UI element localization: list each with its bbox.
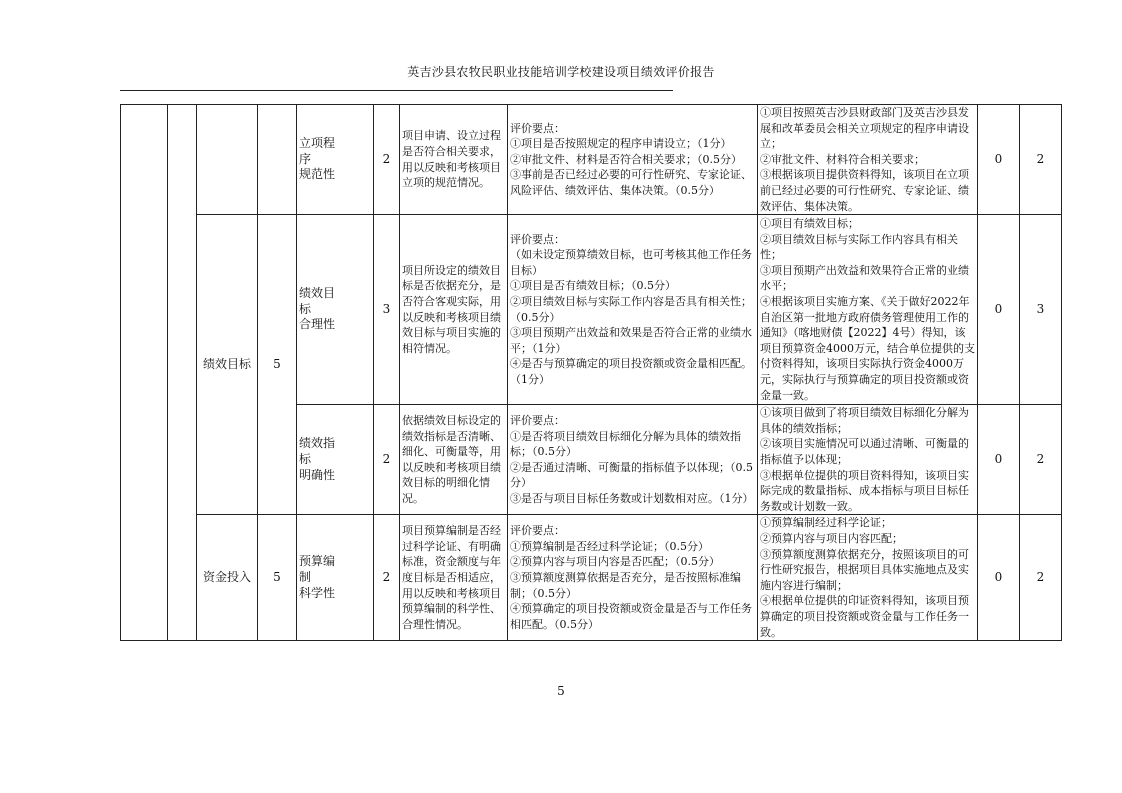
- evaluation-table: [120, 104, 1062, 641]
- evaluation-criteria: 评价要点： ①项目是否按照规定的程序申请设立；（1分） ②审批文件、材料是否符合相关要求；（0.5分） ③事前是否已经过必要的可行性研究、专家论证、风险评估、绩效评估、集体决策。（0.5分）: [508, 105, 758, 215]
- blank-cell-level2-weight: [258, 105, 297, 215]
- indicator-weight: 3: [374, 215, 400, 405]
- scoring-basis: ①项目有绩效目标； ②项目绩效目标与实际工作内容具有相关性； ③项目预期产出效益和效果符合正常的业绩水平； ④根据该项目实施方案、《关于做好2022年自治区第一批地方政府债务管理使用工作的通知》（喀地财债【2022】4号）得知，该项目预算资金4000万元，结合单位提供的支付资料得知，该项目实际执行资金4000万元，实际执行与预算确定的项目投资额或资金量一致。: [758, 215, 978, 405]
- indicator-name: 预算编 制 科学性: [297, 515, 374, 641]
- deduction-value: 0: [978, 515, 1020, 641]
- table-row: [121, 105, 1062, 215]
- scoring-basis: ①该项目做到了将项目绩效目标细化分解为具体的绩效指标； ②该项目实施情况可以通过清晰、可衡量的指标值予以体现； ③根据单位提供的项目资料得知，该项目实际完成的数量指标、成本指标与项目目标任务数或计划数一致。: [758, 405, 978, 515]
- score-value: 2: [1020, 105, 1062, 215]
- indicator-explanation: 依据绩效目标设定的绩效指标是否清晰、细化、可衡量等，用以反映和考核项目绩效目标的明细化情况。: [400, 405, 508, 515]
- header-rule: [120, 90, 673, 91]
- score-value: 2: [1020, 515, 1062, 641]
- score-value: 2: [1020, 405, 1062, 515]
- blank-cell-level1: [121, 105, 168, 641]
- page-number: 5: [557, 684, 565, 698]
- indicator-weight: 2: [374, 405, 400, 515]
- indicator-explanation: 项目所设定的绩效目标是否依据充分，是否符合客观实际，用以反映和考核项目绩效目标与项目实施的相符情况。: [400, 215, 508, 405]
- level2-weight: 5: [258, 215, 297, 515]
- indicator-name: 绩效指 标 明确性: [297, 405, 374, 515]
- scoring-basis: ①项目按照英吉沙县财政部门及英吉沙县发展和改革委员会相关立项规定的程序申请设立； ②审批文件、材料符合相关要求； ③根据该项目提供资料得知，该项目在立项前已经过必要的可行性研究、专家论证、绩效评估、集体决策。: [758, 105, 978, 215]
- scoring-basis: ①预算编制经过科学论证； ②预算内容与项目内容匹配； ③预算额度测算依据充分，按照该项目的可行性研究报告，根据项目具体实施地点及实施内容进行编制； ④根据单位提供的印证资料得知，该项目预算确定的项目投资额或资金量与工作任务一致。: [758, 515, 978, 641]
- indicator-explanation: 项目申请、设立过程是否符合相关要求，用以反映和考核项目立项的规范情况。: [400, 105, 508, 215]
- deduction-value: 0: [978, 215, 1020, 405]
- blank-cell-level1-weight: [168, 105, 197, 641]
- indicator-explanation: 项目预算编制是否经过科学论证、有明确标准，资金额度与年度目标是否相适应，用以反映和考核项目预算编制的科学性、合理性情况。: [400, 515, 508, 641]
- indicator-name: 立项程 序 规范性: [297, 105, 374, 215]
- deduction-value: 0: [978, 105, 1020, 215]
- table-row: [121, 515, 1062, 641]
- level2-name: 资金投入: [197, 515, 258, 641]
- indicator-weight: 2: [374, 515, 400, 641]
- table-row: [121, 215, 1062, 405]
- page-header: 英吉沙县农牧民职业技能培训学校建设项目绩效评价报告: [407, 65, 715, 79]
- evaluation-criteria: 评价要点： （如未设定预算绩效目标，也可考核其他工作任务目标） ①项目是否有绩效目标；（0.5分） ②项目绩效目标与实际工作内容是否具有相关性；（0.5分） ③项目预期产出效益和效果是否符合正常的业绩水平；（1分） ④是否与预算确定的项目投资额或资金量相匹配。（1分）: [508, 215, 758, 405]
- indicator-weight: 2: [374, 105, 400, 215]
- level2-name: 绩效目标: [197, 215, 258, 515]
- evaluation-criteria: 评价要点： ①是否将项目绩效目标细化分解为具体的绩效指标；（0.5分） ②是否通过清晰、可衡量的指标值予以体现；（0.5分） ③是否与项目目标任务数或计划数相对应。（1分）: [508, 405, 758, 515]
- blank-cell-level2: [197, 105, 258, 215]
- evaluation-criteria: 评价要点： ①预算编制是否经过科学论证；（0.5分） ②预算内容与项目内容是否匹配；（0.5分） ③预算额度测算依据是否充分，是否按照标准编制；（0.5分） ④预算确定的项目投资额或资金量是否与工作任务相匹配。（0.5分）: [508, 515, 758, 641]
- score-value: 3: [1020, 215, 1062, 405]
- indicator-name: 绩效目 标 合理性: [297, 215, 374, 405]
- level2-weight: 5: [258, 515, 297, 641]
- deduction-value: 0: [978, 405, 1020, 515]
